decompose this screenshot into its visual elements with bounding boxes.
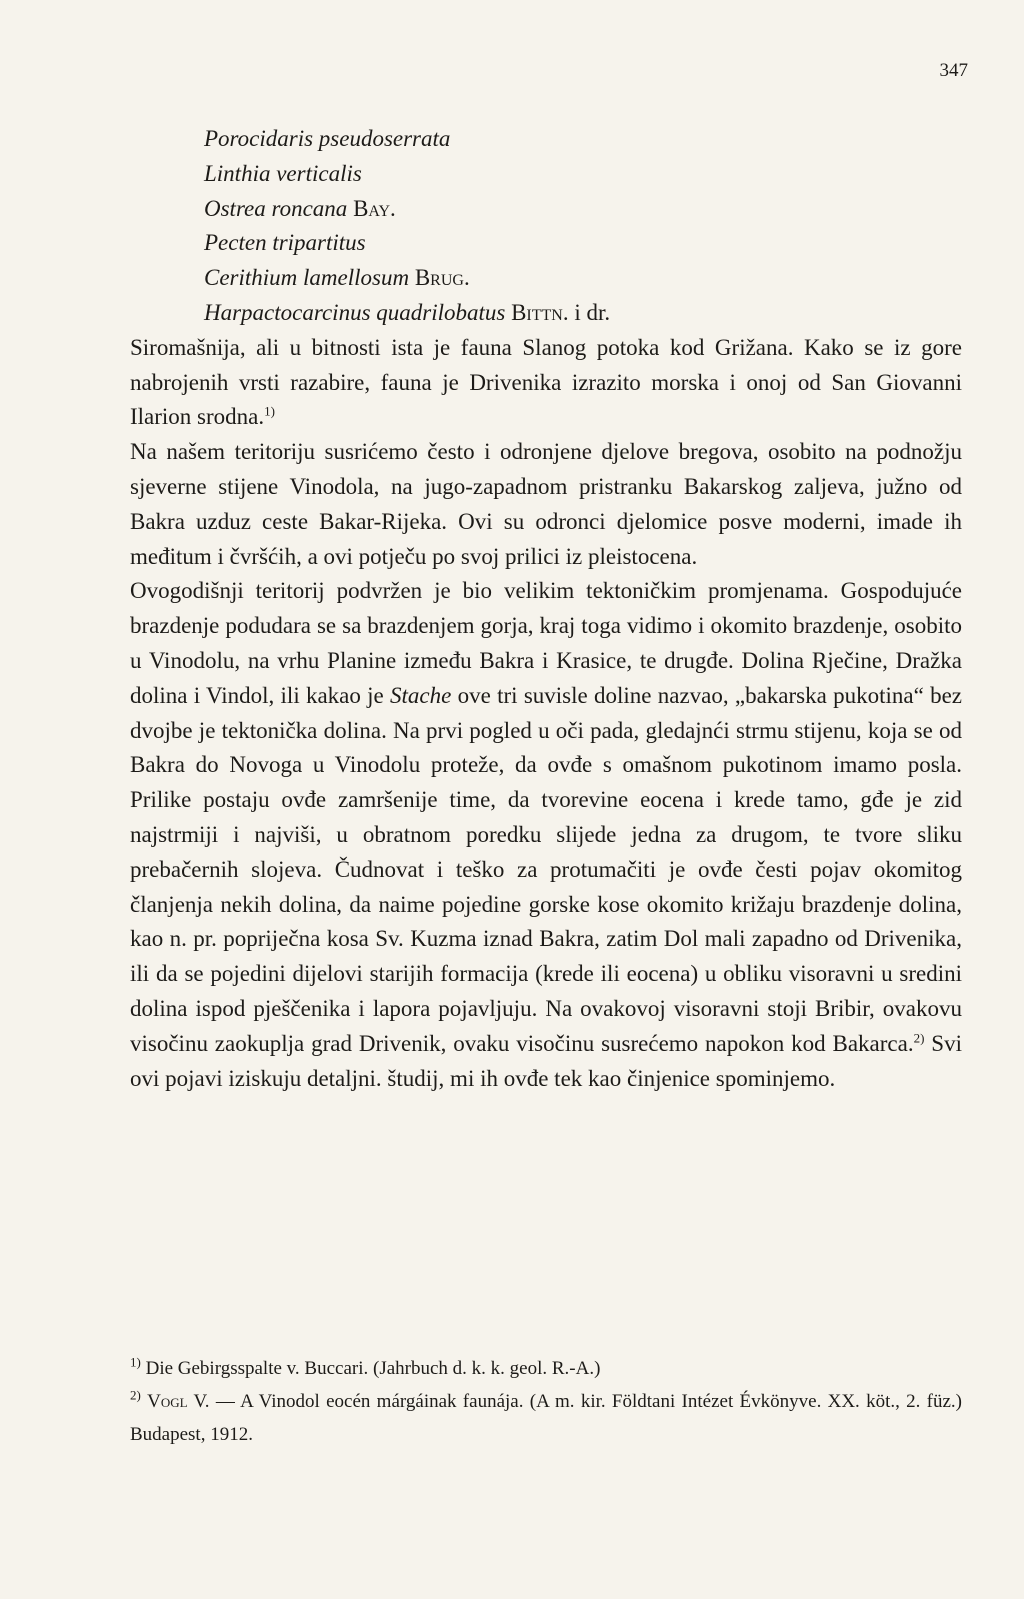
species-author: Bittn. [511, 299, 569, 325]
species-line: Harpactocarcinus quadrilobatus Bittn. i dr. [204, 299, 611, 325]
paragraph: Ovogodišnji teritorij podvržen je bio velikim tektoničkim promjenama. Gospodujuće brazdenje podudara se sa brazdenjem gorja, kraj toga vidimo i okomito brazdenje, osobito u Vinodolu, na vrhu Planine između Bakra i Krasice, te drugđe. Dolina Rječine, Dražka dolina i Vindol, ili kakao je Stache ove tri suvisle doline nazvao, „bakarska pukotina“ bez dvojbe je tektonička dolina. Na prvi pogled u oči pada, gledajnći strmu stijenu, koja se od Bakra do Novoga u Vinodolu proteže, da ovđe s omašnom pukotinom imamo posla. Prilike postaju ovđe zamršenije time, da tvorevine eocena i krede tamo, gđe je zid najstrmiji i najviši, u obratnom poredku slijede jedna za drugom, te tvore sliku prebačernih slojeva. Čudnovat i teško za protumačiti je ovđe česti pojav okomitog članjenja nekih dolina, da naime pojedine gorske kose okomito križaju brazdenje dolina, kao n. pr. popriječna kosa Sv. Kuzma iznad Bakra, zatim Dol mali zapadno od Drivenika, ili da se pojedini dijelovi starijih formacija (krede ili eocena) u obliku visoravni u sredini dolina ispod pješčenika i lapora pojavljuju. Na ovakovoj visoravni stoji Bribir, ovakovu visočinu zaokuplja grad Drivenik, ovaku visočinu susrećemo napokon kod Bakarca.$^{2)}$ Svi ovi pojavi iziskuju detaljni. študij, mi ih ovđe tek kao činjenice spominjemo. [130, 578, 962, 1091]
paragraph: Siromašnija, ali u bitnosti ista je fauna Slanog potoka kod Grižana. Kako se iz gore nabrojenih vrsti razabire, fauna je Drivenika izrazito morska i onoj od San Giovanni Ilarion srodna.$^{1)}$ [130, 334, 962, 430]
species-author: Brug. [414, 265, 470, 291]
species-author: Bay. [353, 195, 396, 221]
footnotes [130, 1352, 962, 1451]
species-line: Pecten tripartitus [204, 230, 366, 256]
page-number: 347 [939, 60, 968, 81]
species-line: Ostrea roncana Bay. [204, 195, 396, 221]
footnote-ref: 1) [264, 403, 275, 419]
species-line: Cerithium lamellosum Brug. [204, 265, 470, 291]
footnote: $^{2)}$ Vogl V. — A Vinodol eocén márgáinak faunája. (A m. kir. Földtani Intézet Évkönyve. XX. köt., 2. füz.) Budapest, 1912. [130, 1387, 963, 1445]
footnote: $^{1)}$ Die Gebirgsspalte v. Buccari. (Jahrbuch d. k. k. geol. R.-A.) [130, 1354, 601, 1379]
footnote-ref: 2) [913, 1030, 925, 1046]
paragraph: Na našem teritoriju susrićemo često i odronjene djelove bregova, osobito na podnožju sjeverne stijene Vinodola, na jugo-zapadnom pristranku Bakarskog zaljeva, južno od Bakra uzduz ceste Bakar-Rijeka. Ovi su odronci djelomice posve moderni, imade ih međitum i čvršćih, a ovi potječu po svoj prilici iz pleistocena. [130, 439, 962, 569]
species-line: Linthia verticalis [204, 160, 362, 186]
species-line: Porocidaris pseudoserrata [204, 126, 451, 151]
author-name-italic: Stache [390, 682, 452, 708]
body-text [130, 122, 962, 1096]
